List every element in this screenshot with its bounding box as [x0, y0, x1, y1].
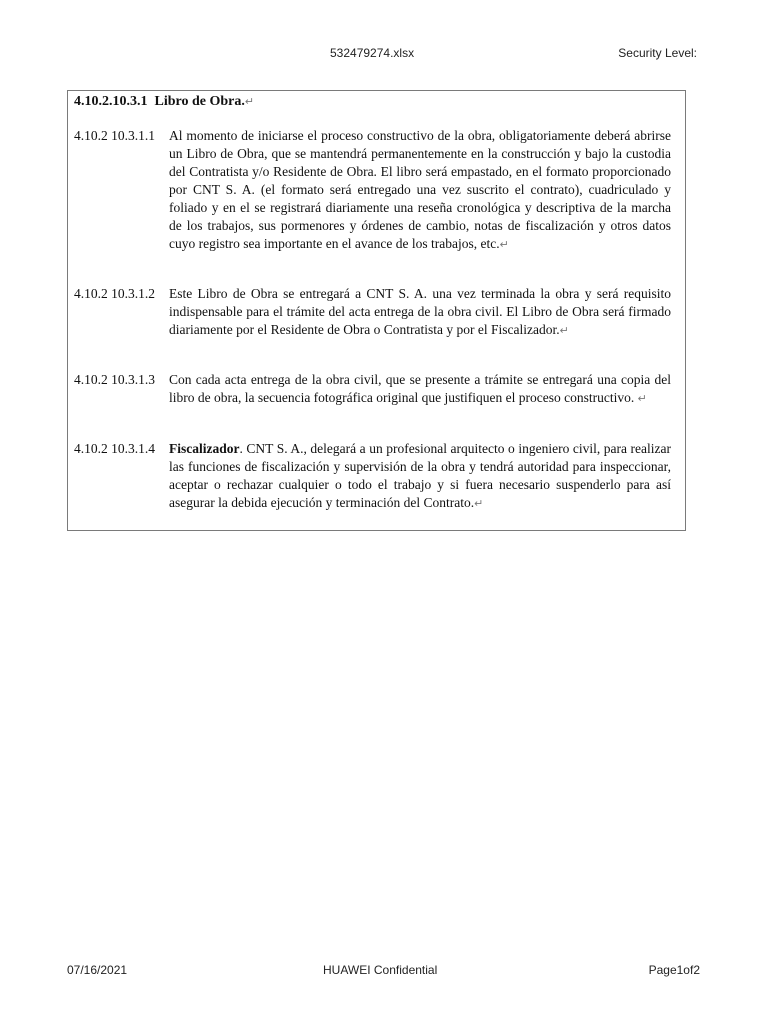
footer-date: 07/16/2021 — [67, 963, 128, 977]
paragraph-2 — [74, 285, 671, 340]
section-number: 4.10.2.10.3.1 — [74, 94, 148, 109]
pilcrow-mark: ↵ — [244, 96, 255, 108]
paragraph-number: 4.10.2 10.3.1.3 — [74, 372, 155, 387]
paragraph-text: . CNT S. A., delegará a un profesional arquitecto o ingeniero civil, para realizar las funciones de fiscalización y supervisión de la obra y tendrá autoridad para inspeccionar, aceptar o rechazar cualquier o todo el trabajo y si fuera necesario suspenderlo para así asegurar la debida ejecución y terminación del Contrato. — [169, 441, 671, 510]
paragraph-text: Este Libro de Obra se entregará a CNT S. A. una vez terminada la obra y será requisito indispensable para el trámite del acta entrega de la obra civil. El Libro de Obra será firmado diariamente por el Residente de Obra o Contratista y por el Fiscalizador. — [169, 286, 671, 337]
paragraph-number: 4.10.2 10.3.1.1 — [74, 128, 155, 143]
footer-page-number: Page1of2 — [648, 963, 700, 977]
header-security-level: Security Level: — [618, 46, 697, 60]
footer-confidential: HUAWEI Confidential — [323, 963, 438, 977]
section-title: Libro de Obra. — [154, 94, 245, 109]
paragraph-1 — [74, 127, 671, 254]
pilcrow-mark: ↵ — [637, 393, 647, 405]
paragraph-lead: Fiscalizador — [169, 441, 240, 456]
pilcrow-mark: ↵ — [474, 498, 484, 510]
paragraph-3 — [74, 371, 671, 408]
paragraph-4 — [74, 440, 671, 513]
pilcrow-mark: ↵ — [559, 325, 569, 337]
paragraph-number: 4.10.2 10.3.1.2 — [74, 286, 155, 301]
paragraph-text: Al momento de iniciarse el proceso constructivo de la obra, obligatoriamente deberá abrirse un Libro de Obra, que se mantendrá permanentemente en la construcción y bajo la custodia del Contratista y/o Residente de Obra. El libro será empastado, en el formato proporcionado por CNT S. A. (el formato será entregado una vez suscrito el contrato), cuadriculado y foliado y en el se registrará diariamente una reseña cronológica y descriptiva de la marcha de los trabajos, sus pormenores y órdenes de cambio, notas de fiscalización y otros datos cuyo registro sea importante en el avance de los trabajos, etc. — [169, 128, 671, 251]
paragraph-text: Con cada acta entrega de la obra civil, que se presente a trámite se entregará una copia del libro de obra, la secuencia fotográfica original que justifiquen el proceso constructivo. — [169, 372, 671, 405]
pilcrow-mark: ↵ — [499, 239, 509, 251]
header-filename: 532479274.xlsx — [330, 46, 415, 60]
section-heading — [74, 94, 254, 110]
paragraph-number: 4.10.2 10.3.1.4 — [74, 441, 155, 456]
content-cell — [67, 90, 686, 531]
